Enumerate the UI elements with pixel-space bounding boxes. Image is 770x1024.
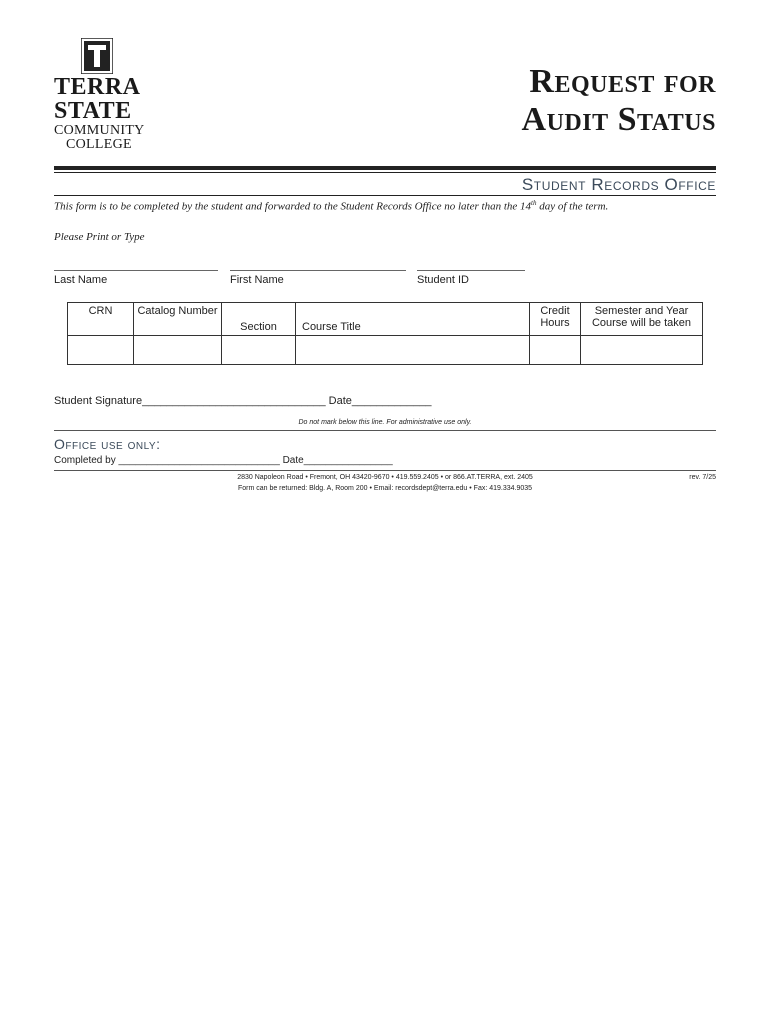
form-title-line2: Audit Status bbox=[521, 101, 716, 138]
completed-by-line[interactable]: Completed by _____________________________ Date________________ bbox=[54, 455, 393, 466]
footer-address: 2830 Napoleon Road • Fremont, OH 43420-9670 • 419.559.2405 • or 866.AT.TERRA, ext. 2405 bbox=[237, 474, 533, 481]
student-id-label: Student ID bbox=[417, 274, 469, 286]
last-name-label: Last Name bbox=[54, 274, 108, 286]
catalog-number-cell[interactable] bbox=[134, 336, 222, 365]
table-header-row bbox=[68, 303, 703, 336]
footer-return-info: Form can be returned: Bldg. A, Room 200 • Email: recordsdept@terra.edu • Fax: 419.334.9035 bbox=[237, 485, 533, 492]
header-credit-hours: Credit Hours bbox=[530, 303, 581, 336]
header-rule-thin bbox=[54, 172, 716, 173]
logo-state: STATE bbox=[54, 98, 132, 124]
subheading-rule bbox=[54, 195, 716, 196]
crn-cell[interactable] bbox=[68, 336, 134, 365]
header-catalog-number: Catalog Number bbox=[134, 303, 222, 336]
student-id-field[interactable] bbox=[417, 270, 525, 271]
admin-note: Do not mark below this line. For administrative use only. bbox=[298, 419, 472, 426]
header-section: Section bbox=[222, 303, 296, 336]
table-row bbox=[68, 336, 703, 365]
first-name-field[interactable] bbox=[230, 270, 406, 271]
form-title-line1: Request for bbox=[529, 63, 716, 100]
header-semester-year: Semester and Year Course will be taken bbox=[581, 303, 703, 336]
section-cell[interactable] bbox=[222, 336, 296, 365]
terra-logo-icon bbox=[81, 38, 113, 74]
last-name-field[interactable] bbox=[54, 270, 218, 271]
header-course-title: Course Title bbox=[296, 303, 530, 336]
header-crn: CRN bbox=[68, 303, 134, 336]
first-name-label: First Name bbox=[230, 274, 284, 286]
credit-hours-cell[interactable] bbox=[530, 336, 581, 365]
header-rule bbox=[54, 166, 716, 170]
logo-terra: TERRA bbox=[54, 74, 141, 100]
office-use-heading: Office use only: bbox=[54, 436, 161, 452]
intro-text: This form is to be completed by the student and forwarded to the Student Records Office no later than the 14th day of the term. bbox=[54, 199, 609, 213]
office-heading: Student Records Office bbox=[521, 175, 716, 194]
signature-line[interactable]: Student Signature______________________________ Date_____________ bbox=[54, 395, 432, 407]
course-title-cell[interactable] bbox=[296, 336, 530, 365]
logo-college: COLLEGE bbox=[66, 137, 132, 152]
office-rule bbox=[54, 430, 716, 431]
print-note: Please Print or Type bbox=[54, 231, 145, 243]
footer-rule bbox=[54, 470, 716, 471]
logo-community: COMMUNITY bbox=[54, 123, 145, 138]
revision-date: rev. 7/25 bbox=[689, 474, 716, 481]
semester-year-cell[interactable] bbox=[581, 336, 703, 365]
course-table bbox=[67, 302, 703, 365]
